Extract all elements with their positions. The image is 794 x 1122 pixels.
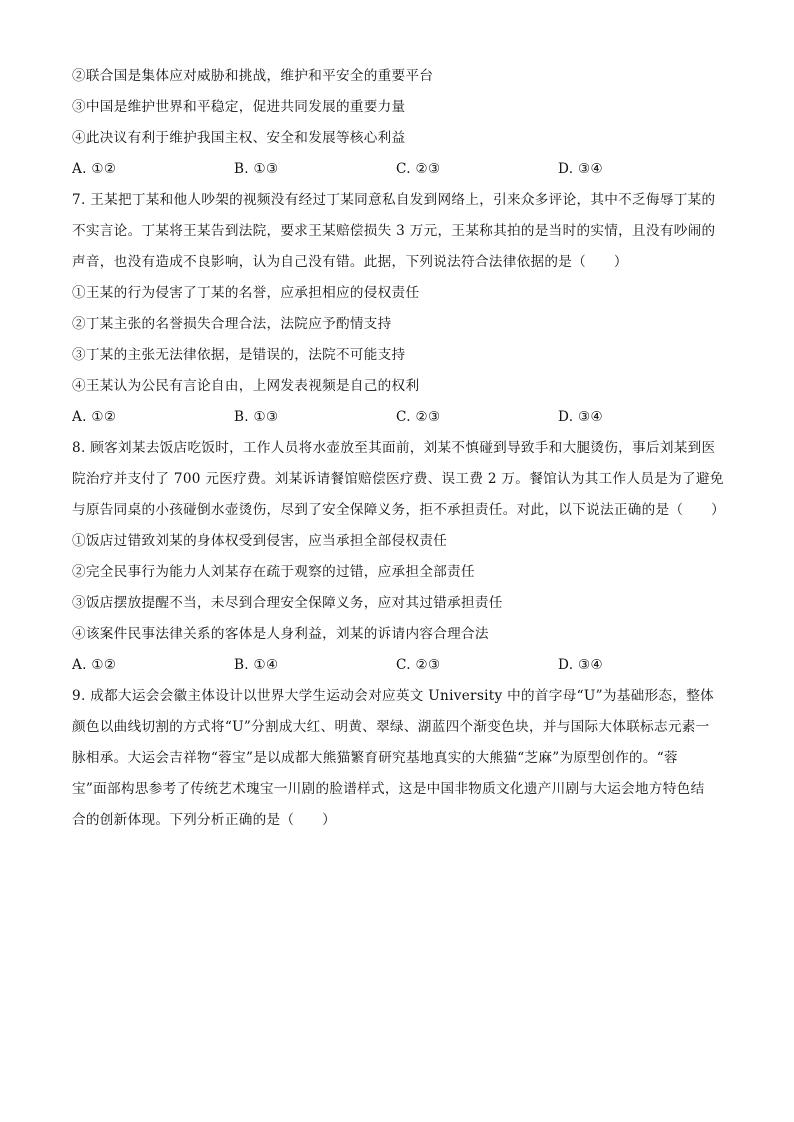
option-d[interactable]: D. ③④	[558, 161, 603, 177]
question-stem: 不实言论。丁某将王某告到法院，要求王某赔偿损失 3 万元，王某称其拍的是当时的实情，且没有吵闹的	[72, 223, 716, 239]
statement: ④此决议有利于维护我国主权、安全和发展等核心利益	[72, 130, 406, 146]
option-b[interactable]: B. ①③	[234, 409, 279, 425]
question-stem: 脉相承。大运会吉祥物“蓉宝”是以成都大熊猫繁育研究基地真实的大熊猫“芝麻”为原型创作的。“蓉	[72, 750, 678, 766]
statement: ③丁某的主张无法律依据，是错误的，法院不可能支持	[72, 347, 406, 363]
question-stem: 7. 王某把丁某和他人吵架的视频没有经过丁某同意私自发到网络上，引来众多评论，其中不乏侮辱丁某的	[72, 192, 716, 208]
question-stem: 颜色以曲线切割的方式将“U”分割成大红、明黄、翠绿、湖蓝四个渐变色块，并与国际大体联标志元素一	[72, 719, 710, 735]
question-8-options	[72, 650, 754, 681]
option-a[interactable]: A. ①②	[72, 409, 117, 425]
question-stem: 8. 顾客刘某去饭店吃饭时，工作人员将水壶放至其面前，刘某不慎碰到导致手和大腿烫伤，事后刘某到医	[72, 440, 716, 456]
option-a[interactable]: A. ①②	[72, 161, 117, 177]
question-8	[72, 433, 754, 681]
option-b[interactable]: B. ①③	[234, 161, 279, 177]
statement: ①王某的行为侵害了丁某的名誉，应承担相应的侵权责任	[72, 285, 420, 301]
option-d[interactable]: D. ③④	[558, 657, 603, 673]
question-stem: 合的创新体现。下列分析正确的是（ ）	[72, 812, 336, 828]
question-stem: 与原告同桌的小孩碰倒水壶烫伤，尽到了安全保障义务，拒不承担责任。对此，以下说法正确的是（ ）	[72, 502, 726, 518]
question-9	[72, 681, 754, 836]
question-stem: 9. 成都大运会会徽主体设计以世界大学生运动会对应英文 University 中的首字母“U”为基础形态，整体	[72, 688, 715, 704]
statement: ③饭店摆放提醒不当，未尽到合理安全保障义务，应对其过错承担责任	[72, 595, 503, 611]
option-c[interactable]: C. ②③	[396, 161, 441, 177]
statement: ④王某认为公民有言论自由，上网发表视频是自己的权利	[72, 378, 420, 394]
statement: ②完全民事行为能力人刘某存在疏于观察的过错，应承担全部责任	[72, 564, 475, 580]
statement: ②丁某主张的名誉损失合理合法，法院应予酌情支持	[72, 316, 392, 332]
question-stem: 声音，也没有造成不良影响，认为自己没有错。此据，下列说法符合法律依据的是（ ）	[72, 254, 628, 270]
option-c[interactable]: C. ②③	[396, 657, 441, 673]
question-6-options	[72, 154, 754, 185]
statement: ④该案件民事法律关系的客体是人身利益，刘某的诉请内容合理合法	[72, 626, 489, 642]
option-a[interactable]: A. ①②	[72, 657, 117, 673]
option-c[interactable]: C. ②③	[396, 409, 441, 425]
option-d[interactable]: D. ③④	[558, 409, 603, 425]
question-7-options	[72, 402, 754, 433]
question-7	[72, 185, 754, 433]
statement: ③中国是维护世界和平稳定，促进共同发展的重要力量	[72, 99, 406, 115]
statement: ②联合国是集体应对威胁和挑战，维护和平安全的重要平台	[72, 68, 434, 84]
question-6-statements	[72, 61, 754, 154]
question-stem: 院治疗并支付了 700 元医疗费。刘某诉请餐馆赔偿医疗费、误工费 2 万。餐馆认为其工作人员是为了避免	[72, 471, 724, 487]
option-b[interactable]: B. ①④	[234, 657, 279, 673]
statement: ①饭店过错致刘某的身体权受到侵害，应当承担全部侵权责任	[72, 533, 448, 549]
question-stem: 宝”面部构思参考了传统艺术瑰宝一川剧的脸谱样式，这是中国非物质文化遗产川剧与大运会地方特色结	[72, 781, 705, 797]
